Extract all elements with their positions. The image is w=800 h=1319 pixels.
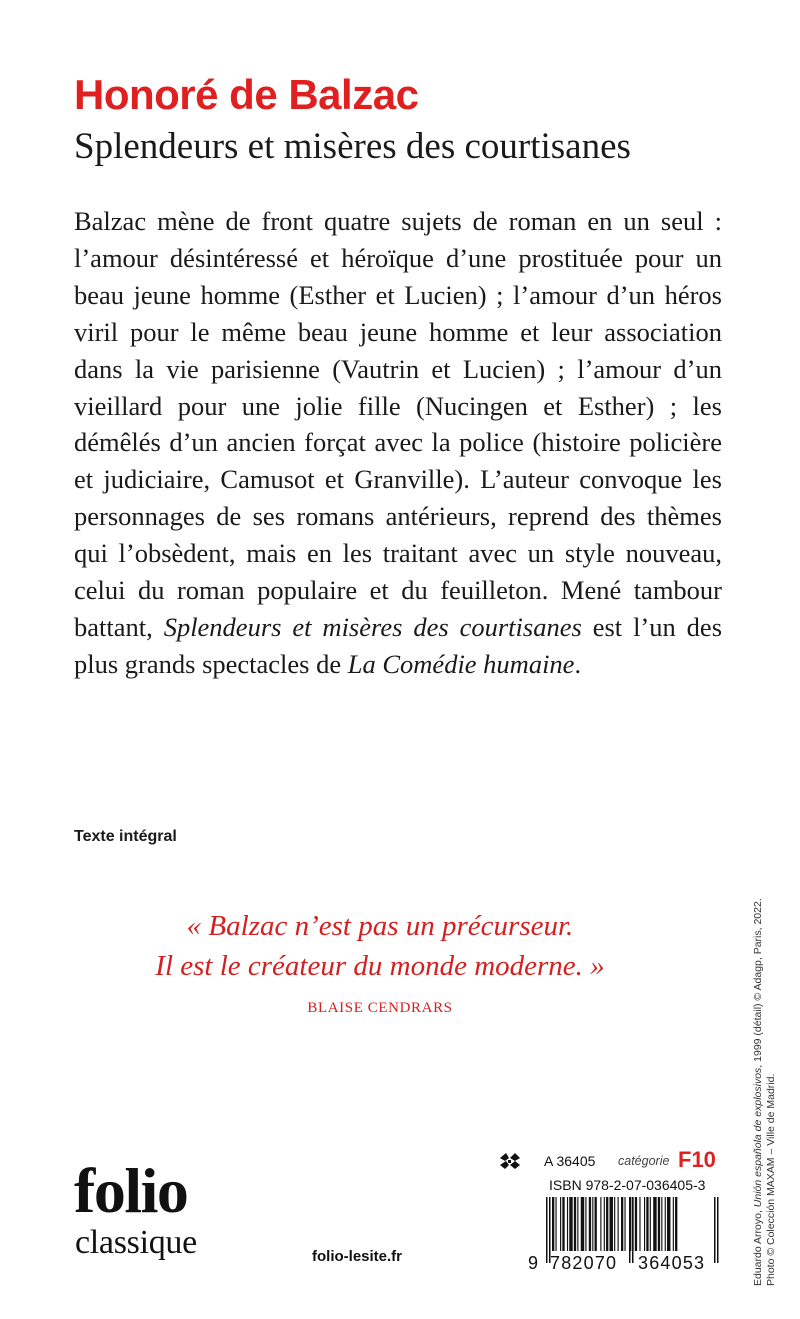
credit-rights: , 1999 (détail) © Adagp, Paris, 2022.	[752, 898, 764, 1068]
cover-image-credit	[752, 898, 778, 1286]
pull-quote	[120, 906, 640, 986]
full-text-label: Texte intégral	[74, 828, 177, 845]
back-cover-summary	[74, 203, 722, 683]
quote-author: BLAISE CENDRARS	[307, 1000, 453, 1016]
isbn-number: ISBN 978-2-07-036405-3	[549, 1177, 706, 1193]
category-value: F10	[678, 1147, 716, 1172]
book-title: Splendeurs et misères des courtisanes	[74, 126, 631, 167]
publisher-logo-folio: folio	[74, 1155, 188, 1226]
barcode-digits	[528, 1253, 720, 1275]
catalog-number: A 36405	[544, 1153, 596, 1169]
credit-artist: Eduardo Arroyo,	[752, 1207, 764, 1286]
publisher-logo-classique: classique	[75, 1224, 197, 1261]
category-label: catégorie	[618, 1154, 670, 1168]
summary-text-end: .	[574, 648, 582, 679]
barcode-digits-right: 364053	[638, 1253, 706, 1273]
barcode-digits-left: 782070	[550, 1253, 618, 1273]
credit-line-1	[752, 898, 765, 1286]
summary-work-ref: La Comédie humaine	[347, 648, 575, 679]
catalog-info	[498, 1148, 720, 1174]
quote-line-1: « Balzac n’est pas un précurseur.	[186, 910, 574, 942]
bird-logo-icon	[498, 1152, 522, 1170]
summary-title-ref: Splendeurs et misères des courtisanes	[163, 611, 582, 642]
summary-text: Balzac mène de front quatre sujets de roman en un seul : l’amour désintéressé et héroïque d’une prostituée pour un beau jeune homme (Esther et Lucien) ; l’amour d’un héros viril pour le même beau jeune homme et leur association dans la vie parisienne (Vautrin et Lucien) ; l’amour d’un vieillard pour une jolie fille (Nucingen et Esther) ; les démêlés d’un ancien forçat avec la police (histoire policière et judiciaire, Camusot et Granville). L’auteur convoque les personnages de ses romans antérieurs, reprend des thèmes qui l’obsèdent, mais en les traitant avec un style nouveau, celui du roman populaire et du feuilleton. Mené tambour battant,	[74, 206, 722, 642]
credit-artwork-title: Unión española de explosivos	[752, 1067, 764, 1208]
barcode-digit-lead: 9	[528, 1253, 540, 1273]
website-link[interactable]: folio-lesite.fr	[312, 1248, 403, 1265]
quote-line-2: Il est le créateur du monde moderne. »	[155, 950, 605, 982]
credit-line-2: Photo © Colección MAXAM – Ville de Madrid.	[765, 1073, 777, 1286]
summary-text-cont: est l’un des plus grands spectacles de	[74, 611, 723, 679]
author-name: Honoré de Balzac	[74, 71, 419, 118]
